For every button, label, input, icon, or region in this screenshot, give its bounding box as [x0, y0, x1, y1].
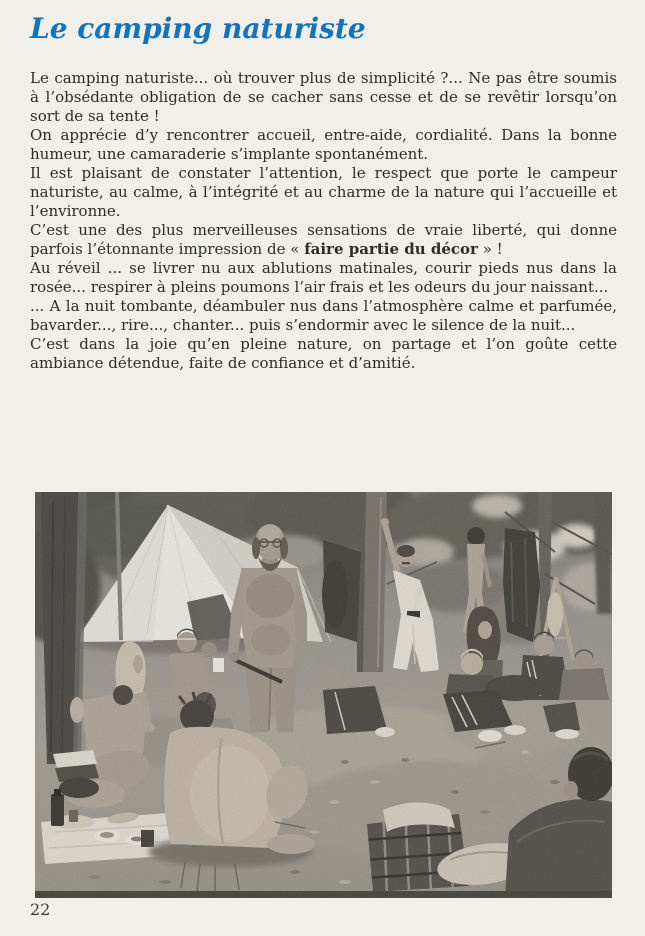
film-grain	[35, 492, 612, 898]
article-paragraph: Au réveil ... se livrer nu aux ablutions matinales, courir pieds nus dans la rosée... respirer à pleins poumons l’air frais et les odeurs du jour naissant...	[30, 259, 617, 296]
article-paragraph: Il est plaisant de constater l’attention, le respect que porte le campeur naturiste, au calme, à l’intégrité et au charme de la nature qui l’accueille et l’environne.	[30, 164, 617, 220]
article-paragraph: C’est une des plus merveilleuses sensations de vraie liberté, qui donne parfois l’étonnante impression de « faire partie du décor » !	[30, 221, 617, 258]
article-paragraph: Le camping naturiste... où trouver plus de simplicité ?... Ne pas être soumis à l’obsédante obligation de se cacher sans cesse et de se revêtir lorsqu’on sort de sa tente !	[30, 69, 617, 125]
page-title: Le camping naturiste	[30, 12, 366, 45]
campsite-photo	[35, 492, 612, 898]
article-text	[30, 69, 617, 373]
page-number: 22	[30, 900, 51, 919]
article-paragraph: ... A la nuit tombante, déambuler nus dans l’atmosphère calme et parfumée, bavarder..., rire..., chanter... puis s’endormir avec le silence de la nuit...	[30, 297, 617, 334]
article-paragraph: C’est dans la joie qu’en pleine nature, on partage et l’on goûte cette ambiance détendue, faite de confiance et d’amitié.	[30, 335, 617, 372]
article-paragraph: On apprécie d’y rencontrer accueil, entre-aide, cordialité. Dans la bonne humeur, une camaraderie s’implante spontanément.	[30, 126, 617, 163]
